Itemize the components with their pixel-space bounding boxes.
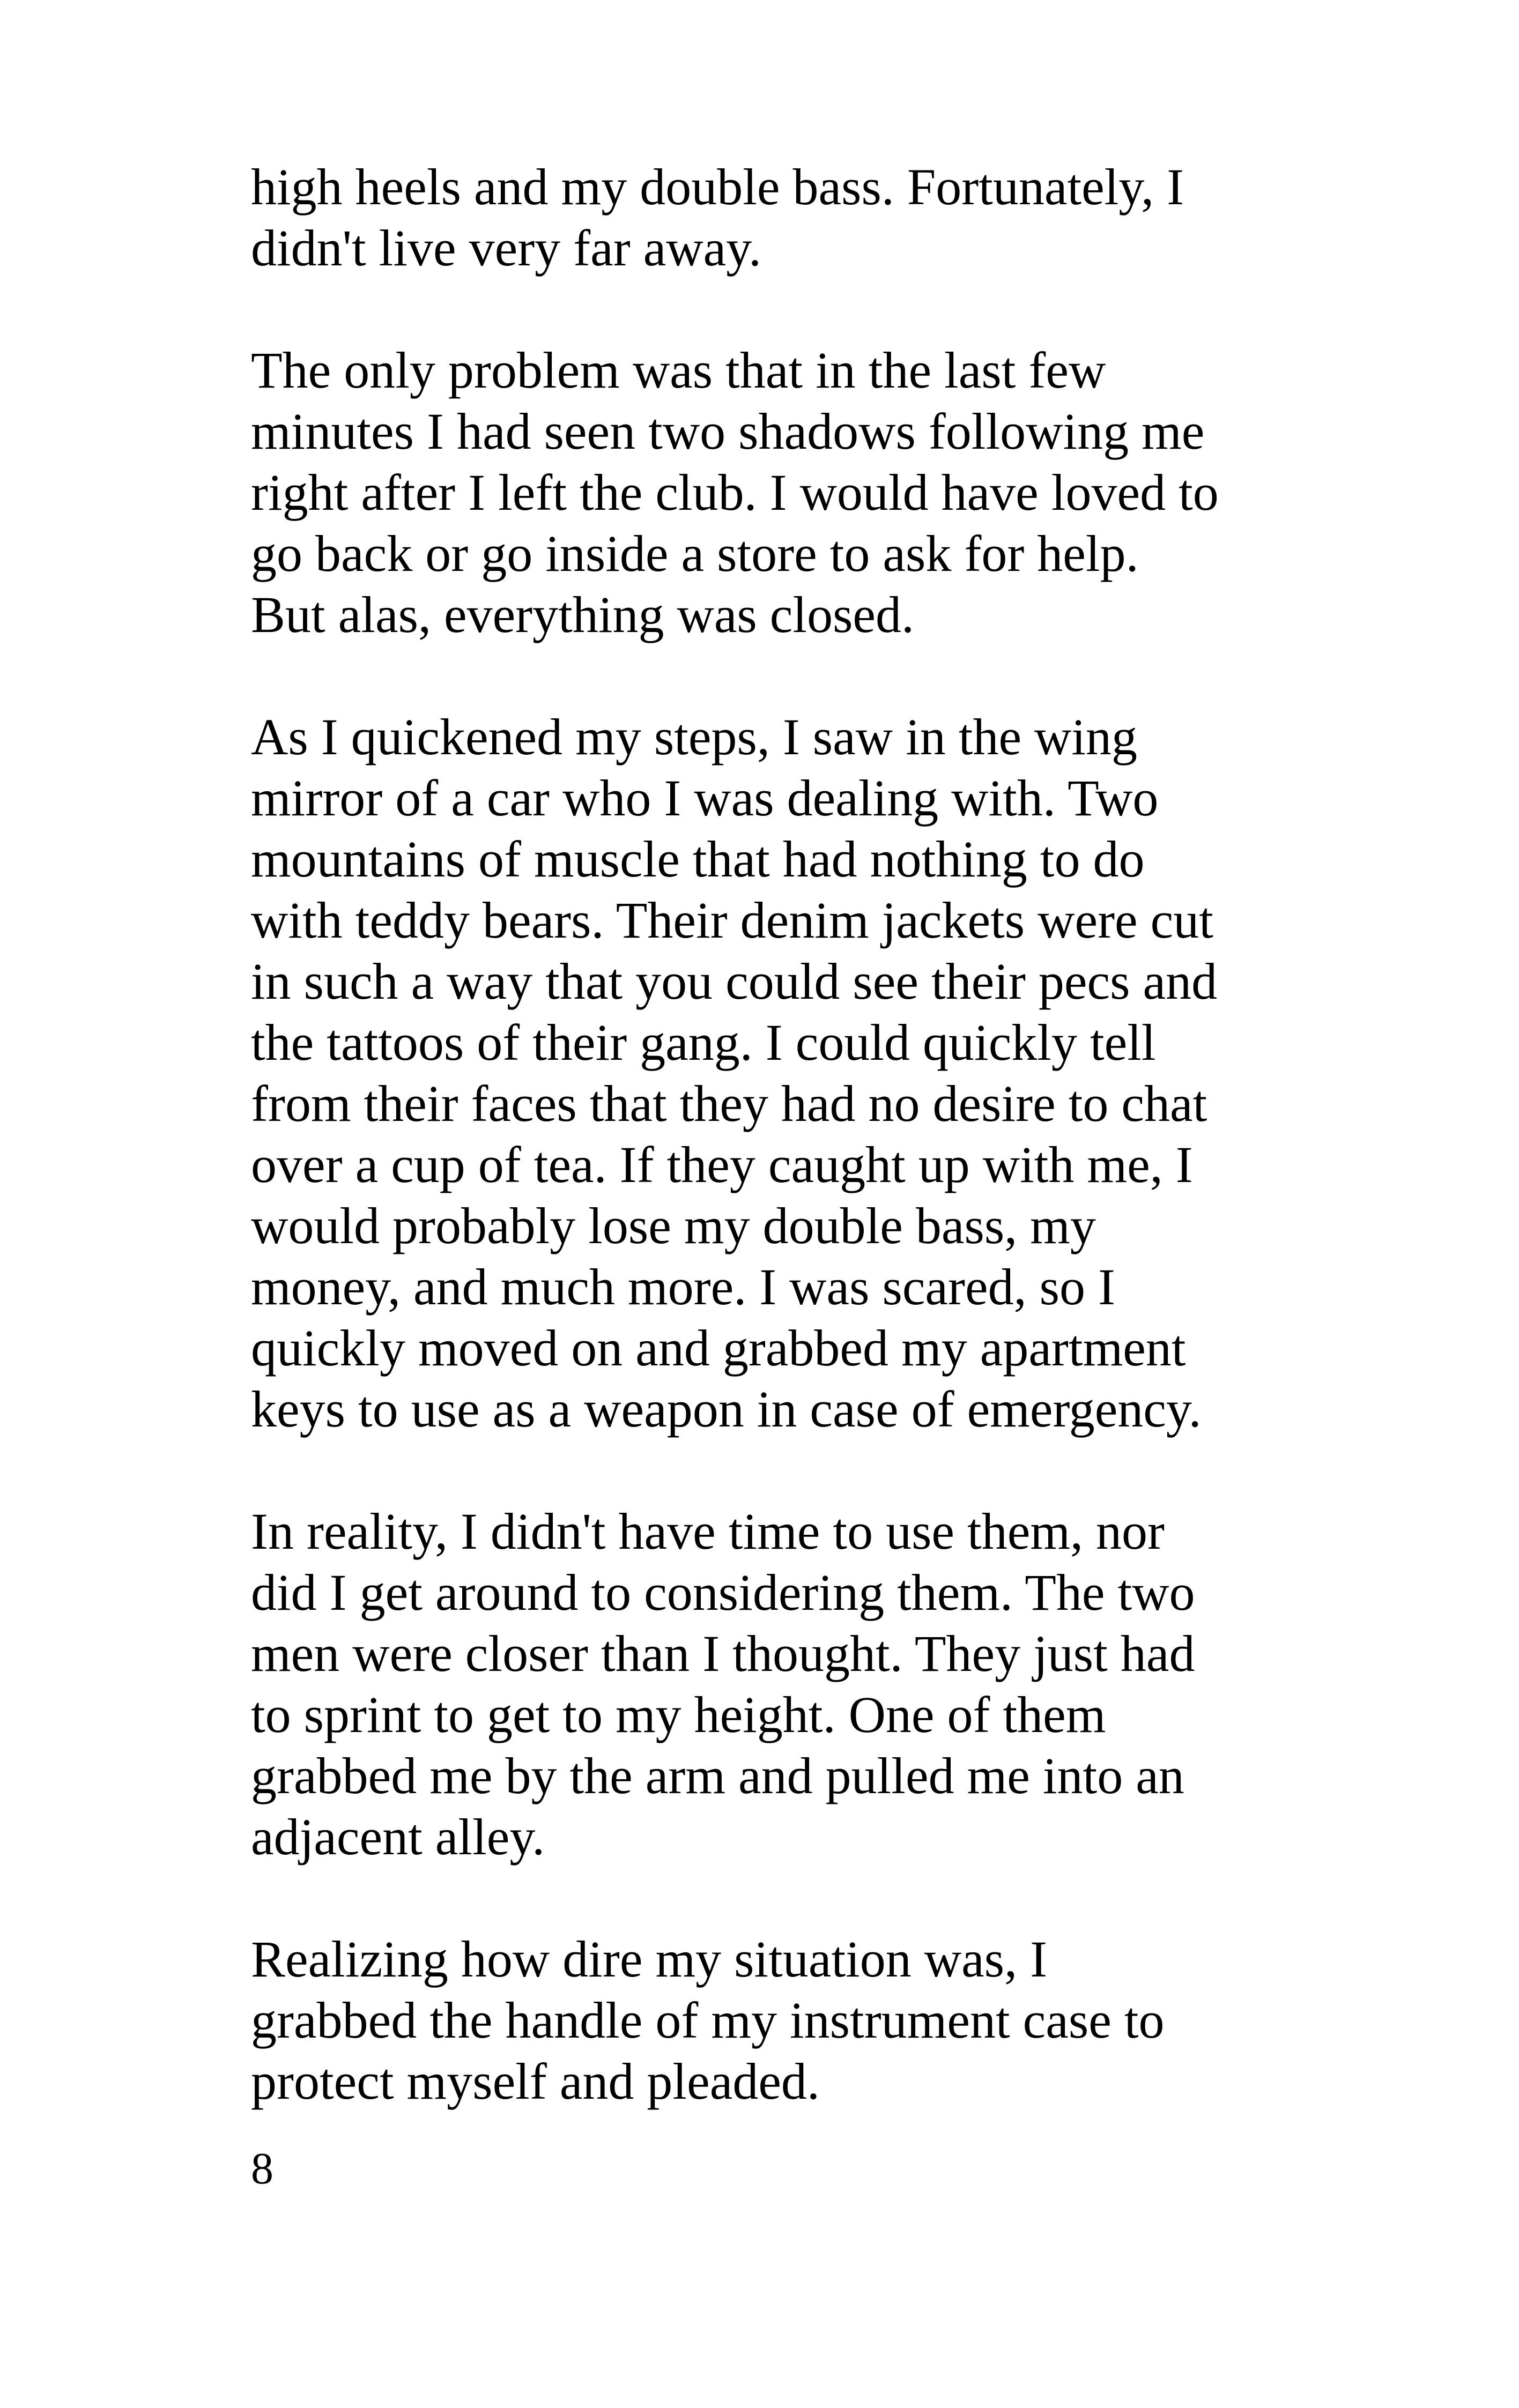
text-line: mountains of muscle that had nothing to do — [251, 830, 1145, 888]
paragraph-gap — [251, 1868, 1313, 1929]
paragraph-gap — [251, 1440, 1313, 1501]
text-line: money, and much more. I was scared, so I — [251, 1258, 1115, 1316]
text-line: As I quickened my steps, I saw in the wing — [251, 708, 1138, 765]
page-number: 8 — [251, 2144, 273, 2194]
text-line: Realizing how dire my situation was, I — [251, 1930, 1048, 1988]
text-line: right after I left the club. I would have loved to — [251, 464, 1219, 521]
text-line: did I get around to considering them. The two — [251, 1564, 1195, 1621]
text-line: protect myself and pleaded. — [251, 2053, 820, 2110]
text-line: with teddy bears. Their denim jackets were cut — [251, 891, 1213, 949]
paragraph-gap — [251, 279, 1313, 340]
text-line: keys to use as a weapon in case of emergency. — [251, 1380, 1202, 1438]
text-line: would probably lose my double bass, my — [251, 1197, 1096, 1254]
text-line: But alas, everything was closed. — [251, 586, 915, 643]
text-line: high heels and my double bass. Fortunately, I — [251, 158, 1184, 215]
text-line: mirror of a car who I was dealing with. Two — [251, 769, 1159, 827]
paragraph — [251, 1501, 1313, 1868]
text-line: go back or go inside a store to ask for help. — [251, 525, 1139, 582]
text-line: grabbed the handle of my instrument case to — [251, 1991, 1165, 2049]
text-line: in such a way that you could see their pecs and — [251, 953, 1218, 1010]
page-body — [251, 157, 1313, 2112]
text-line: The only problem was that in the last few — [251, 341, 1106, 399]
text-line: adjacent alley. — [251, 1808, 545, 1866]
paragraph — [251, 340, 1313, 645]
paragraph — [251, 1929, 1313, 2112]
text-line: didn't live very far away. — [251, 219, 762, 277]
text-line: In reality, I didn't have time to use them, nor — [251, 1503, 1165, 1560]
paragraph — [251, 157, 1313, 279]
text-line: quickly moved on and grabbed my apartment — [251, 1319, 1186, 1377]
text-line: over a cup of tea. If they caught up with me, I — [251, 1136, 1193, 1193]
text-line: to sprint to get to my height. One of them — [251, 1686, 1106, 1743]
paragraph — [251, 707, 1313, 1440]
paragraph-gap — [251, 645, 1313, 707]
text-line: minutes I had seen two shadows following me — [251, 403, 1205, 460]
text-line: grabbed me by the arm and pulled me into an — [251, 1747, 1184, 1804]
text-line: from their faces that they had no desire to chat — [251, 1075, 1207, 1132]
text-line: the tattoos of their gang. I could quickly tell — [251, 1014, 1156, 1071]
text-line: men were closer than I thought. They just had — [251, 1625, 1195, 1682]
